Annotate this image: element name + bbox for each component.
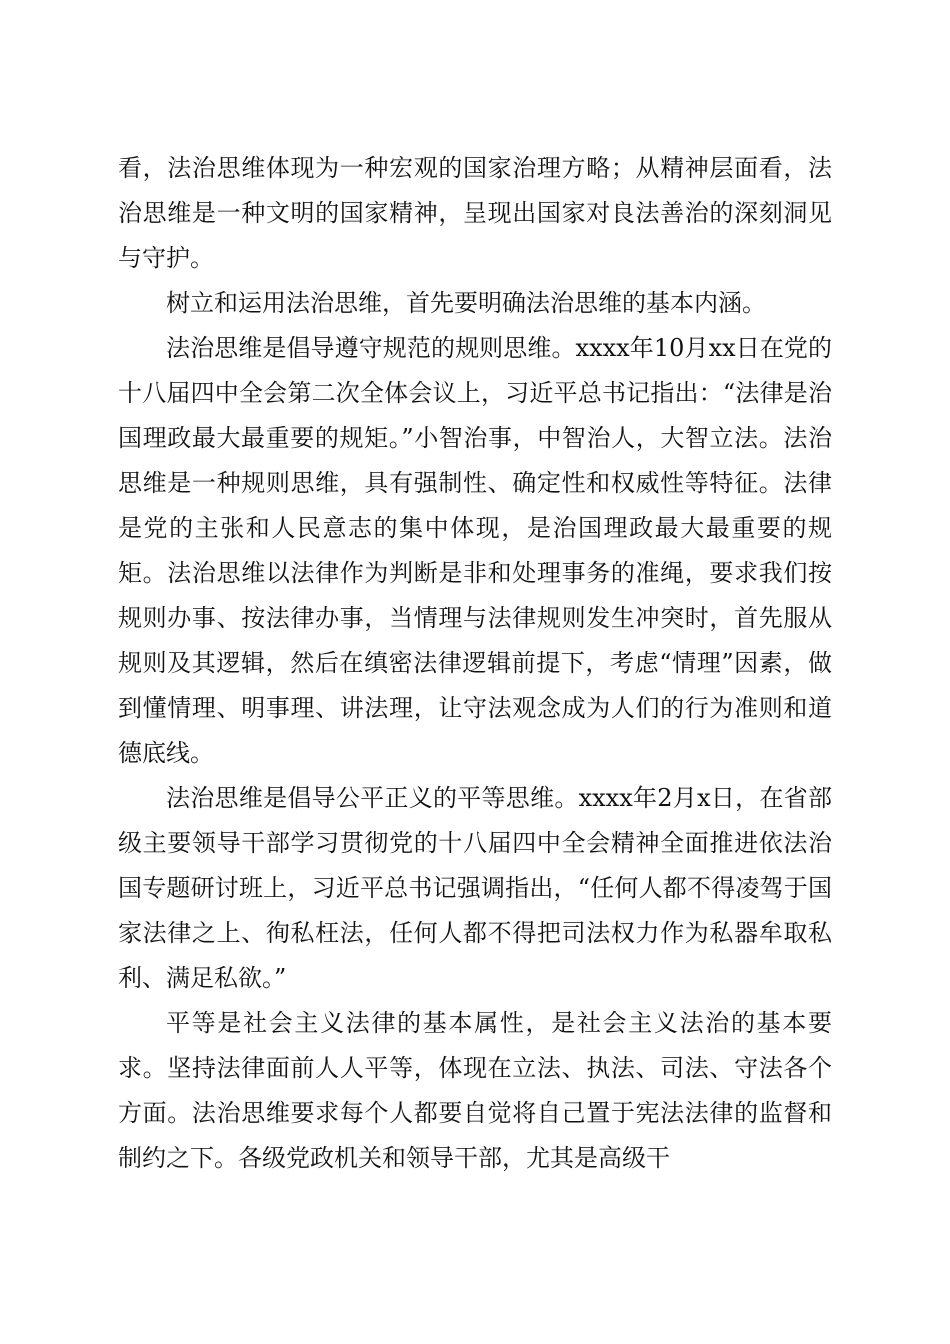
paragraph-5: 平等是社会主义法律的基本属性，是社会主义法治的基本要求。坚持法律面前人人平等，体现在立法、执法、司法、守法各个方面。法治思维要求每个人都要自觉将自己置于宪法法律的监督和制约之下。各级党政机关和领导干部，尤其是高级干 [118,1009,832,1172]
paragraph-3: 法治思维是倡导遵守规范的规则思维。xxxx年10月xx日在党的十八届四中全会第二次全体会议上，习近平总书记指出：“法律是治国理政最大最重要的规矩。”小智治事，中智治人，大智立法。法治思维是一种规则思维，具有强制性、确定性和权威性等特征。法律是党的主张和人民意志的集中体现，是治国理政最大最重要的规矩。法治思维以法律作为判断是非和处理事务的准绳，要求我们按规则办事、按法律办事，当情理与法律规则发生冲突时，首先服从规则及其逻辑，然后在缜密法律逻辑前提下，考虑“情理”因素，做到懂情理、明事理、讲法理，让守法观念成为人们的行为准则和道德底线。 [118,334,832,767]
paragraph-4: 法治思维是倡导公平正义的平等思维。xxxx年2月x日，在省部级主要领导干部学习贯彻党的十八届四中全会精神全面推进依法治国专题研讨班上，习近平总书记强调指出，“任何人都不得凌驾于国家法律之上、徇私枉法，任何人都不得把司法权力作为私器牟取私利、满足私欲。” [118,784,832,992]
paragraph-1: 看，法治思维体现为一种宏观的国家治理方略；从精神层面看，法治思维是一种文明的国家精神，呈现出国家对良法善治的深刻洞见与守护。 [118,154,832,272]
paragraph-2: 树立和运用法治思维，首先要明确法治思维的基本内涵。 [166,289,766,317]
document-body [118,146,832,1181]
